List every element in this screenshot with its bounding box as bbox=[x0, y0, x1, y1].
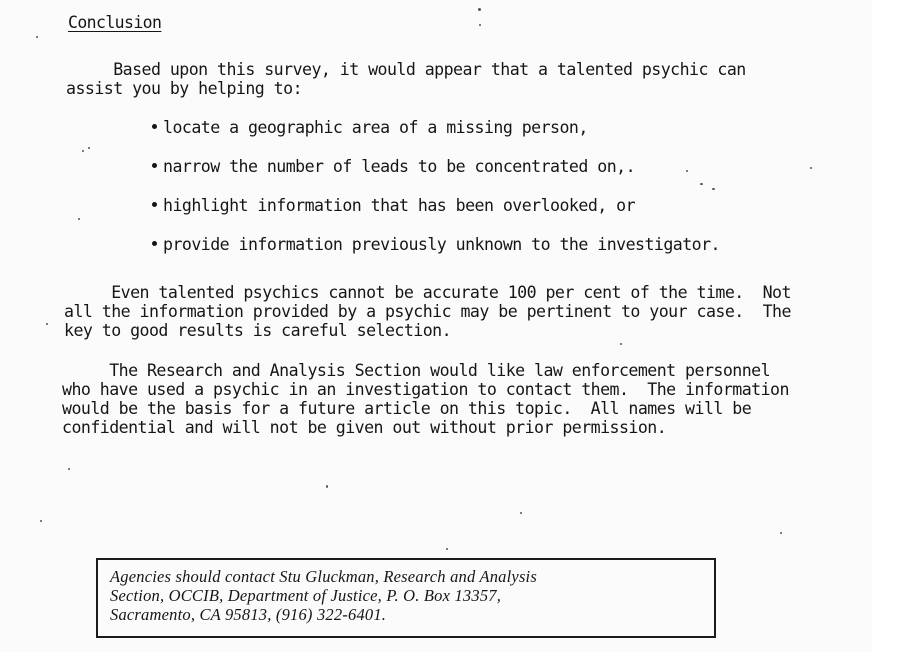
contact-line: Agencies should contact Stu Gluckman, Research and Analysis bbox=[110, 567, 537, 586]
bullet-list bbox=[152, 117, 720, 273]
bullet-item bbox=[152, 156, 720, 195]
scan-speck bbox=[712, 188, 715, 190]
scan-speck bbox=[46, 323, 48, 325]
paragraph-line: Even talented psychics cannot be accurate 100 per cent of the time. Not bbox=[64, 283, 791, 302]
paragraph-line: key to good results is careful selection. bbox=[64, 321, 452, 340]
bullet-dot-icon bbox=[152, 124, 157, 129]
scan-speck bbox=[78, 218, 80, 220]
scan-speck bbox=[88, 147, 90, 149]
paragraph-line: all the information provided by a psychic may be pertinent to your case. The bbox=[64, 302, 791, 321]
scan-speck bbox=[479, 24, 481, 26]
bullet-text: provide information previously unknown to the investigator. bbox=[163, 235, 720, 254]
bullet-text: highlight information that has been overlooked, or bbox=[163, 196, 636, 215]
scan-speck bbox=[36, 36, 38, 38]
contact-text bbox=[110, 567, 537, 624]
paragraph-line: confidential and will not be given out without prior permission. bbox=[62, 418, 667, 437]
paragraph-line: The Research and Analysis Section would like law enforcement personnel bbox=[62, 361, 771, 380]
paragraph-line: who have used a psychic in an investigation to contact them. The information bbox=[62, 380, 789, 399]
scan-speck bbox=[700, 183, 703, 185]
contact-line: Sacramento, CA 95813, (916) 322-6401. bbox=[110, 605, 387, 624]
section-heading: Conclusion bbox=[68, 13, 162, 32]
bullet-text: narrow the number of leads to be concentrated on,. bbox=[163, 157, 636, 176]
intro-line: Based upon this survey, it would appear that a talented psychic can bbox=[66, 60, 746, 79]
accuracy-paragraph bbox=[64, 283, 791, 340]
scan-speck bbox=[810, 167, 812, 169]
bullet-dot-icon bbox=[152, 163, 157, 168]
scan-speck bbox=[686, 170, 688, 172]
scan-speck bbox=[40, 520, 42, 522]
bullet-item bbox=[152, 234, 720, 273]
contact-box bbox=[96, 558, 716, 638]
bullet-item bbox=[152, 195, 720, 234]
contact-line: Section, OCCIB, Department of Justice, P. O. Box 13357, bbox=[110, 586, 502, 605]
scan-speck bbox=[68, 468, 70, 470]
paragraph-line: would be the basis for a future article on this topic. All names will be bbox=[62, 399, 752, 418]
bullet-text: locate a geographic area of a missing person, bbox=[163, 118, 588, 137]
scan-speck bbox=[82, 150, 84, 152]
scan-speck bbox=[780, 532, 782, 534]
bullet-dot-icon bbox=[152, 241, 157, 246]
bullet-dot-icon bbox=[152, 202, 157, 207]
request-paragraph bbox=[62, 361, 789, 437]
intro-line: assist you by helping to: bbox=[66, 79, 303, 98]
intro-paragraph bbox=[66, 60, 746, 98]
scan-speck bbox=[326, 485, 328, 488]
bullet-item bbox=[152, 117, 720, 156]
scan-speck bbox=[620, 343, 622, 345]
scan-speck bbox=[478, 8, 481, 11]
scan-speck bbox=[446, 548, 448, 550]
scan-speck bbox=[520, 512, 522, 514]
